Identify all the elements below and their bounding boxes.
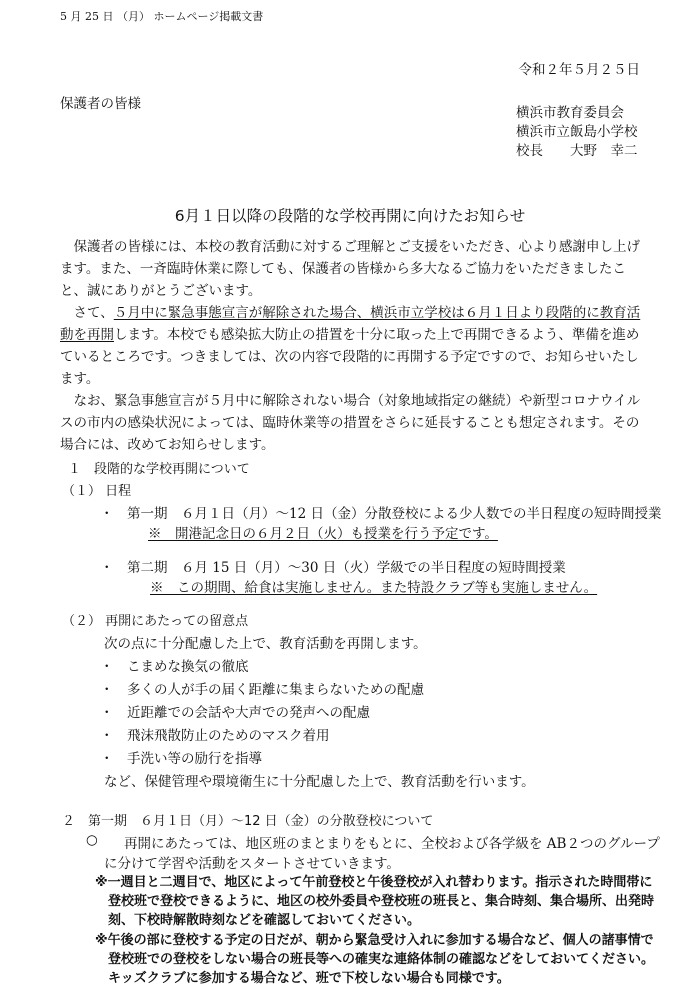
- intro-p2-emphasis: ５月中に緊急事態宣言が解除された場合、横浜市立学校は６月１日より段階的に教育活動を再開: [60, 305, 641, 343]
- intro-p2-pre: さて、: [73, 305, 114, 321]
- section-1-1-heading: （１） 日程: [62, 484, 132, 499]
- precautions-closing: など、保健管理や環境衛生に十分配慮した上で、教育活動を行います。: [104, 774, 535, 790]
- attention-note: ※午後の部に登校する予定の日だが、朝から緊急受け入れに参加する場合など、個人の諸事情で登校班での登校をしない場合の班長等への確実な連絡体制の確認などをしておいてください。キッズクラブに参加する場合など、班で下校しない場合も同様です。: [95, 933, 655, 986]
- section-2-item-line-2: に分けて学習や活動をスタートさせていきます。: [104, 856, 400, 872]
- section-1-2-heading: （２） 再開にあたっての留意点: [62, 614, 249, 629]
- precautions-lead: 次の点に十分配慮した上で、教育活動を再開します。: [104, 636, 427, 652]
- sender-line-1: 横浜市教育委員会: [516, 105, 624, 121]
- schedule-note-1: ※ 開港記念日の６月２日（火）も授業を行う予定です。: [148, 526, 498, 542]
- precaution-item: ・ 多くの人が手の届く距離に集まらないための配慮: [100, 682, 424, 698]
- intro-body: [60, 236, 650, 456]
- attention-note: ※一週目と二週目で、地区によって午前登校と午後登校が入れ替わります。指示された時間帯に登校班で登校できるように、地区の校外委員や登校班の班長と、集合時刻、集合場所、出発時刻、下校時解散時刻などを確認しておいてください。: [95, 875, 655, 928]
- section-2-item-line-1: 再開にあたっては、地区班のまとまりをもとに、全校および各学級を AB２つのグループ: [124, 836, 660, 852]
- sender-block: [516, 104, 638, 161]
- page-title: 6月１日以降の段階的な学校再開に向けたお知らせ: [174, 207, 526, 225]
- precaution-item: ・ 飛沫飛散防止のためのマスク着用: [100, 728, 330, 744]
- intro-paragraph-2: [60, 302, 650, 390]
- schedule-note-2: ※ この期間、給食は実施しません。また特設クラブ等も実施しません。: [150, 580, 598, 596]
- circle-bullet-icon: ○: [86, 832, 98, 848]
- section-1-heading: １ 段階的な学校再開について: [68, 462, 250, 477]
- schedule-item-2: ・ 第二期 ６月 15 日（月）～30 日（火）学級での半日程度の短時間授業: [100, 560, 566, 576]
- sender-line-3: 校長 大野 幸二: [516, 143, 638, 159]
- attention-notes: [95, 873, 655, 989]
- sender-line-2: 横浜市立飯島小学校: [516, 124, 638, 140]
- addressee: 保護者の皆様: [60, 96, 141, 112]
- section-2-heading: ２ 第一期 ６月１日（月）～12 日（金）の分散登校について: [62, 814, 434, 829]
- intro-paragraph-3: なお、緊急事態宣言が５月中に解除されない場合（対象地域指定の継続）や新型コロナウイルスの市内の感染状況によっては、臨時休業等の措置をさらに延長することも想定されます。その場合には、改めてお知らせします。: [60, 393, 641, 453]
- schedule-item-1: ・ 第一期 ６月１日（月）～12 日（金）分散登校による少人数での半日程度の短時間授業: [100, 506, 662, 522]
- header-note: 5 月 25 日 （月） ホームページ掲載文書: [60, 10, 264, 23]
- intro-p2-post: します。本校でも感染拡大防止の措置を十分に取った上で再開できるよう、準備を進めているところです。つきましては、次の内容で段階的に再開する予定ですので、お知らせいたします。: [60, 327, 640, 387]
- document-date: 令和２年５月２５日: [518, 62, 640, 78]
- intro-paragraph-1: 保護者の皆様には、本校の教育活動に対するご理解とご支援をいただき、心より感謝申し上げます。また、一斉臨時休業に際しても、保護者の皆様から多大なるご協力をいただきましたこと、誠にありがとうございます。: [60, 239, 640, 299]
- precaution-item: ・ 近距離での会話や大声での発声への配慮: [100, 705, 370, 721]
- precaution-item: ・ 手洗い等の励行を指導: [100, 751, 262, 767]
- precaution-item: ・ こまめな換気の徹底: [100, 659, 249, 675]
